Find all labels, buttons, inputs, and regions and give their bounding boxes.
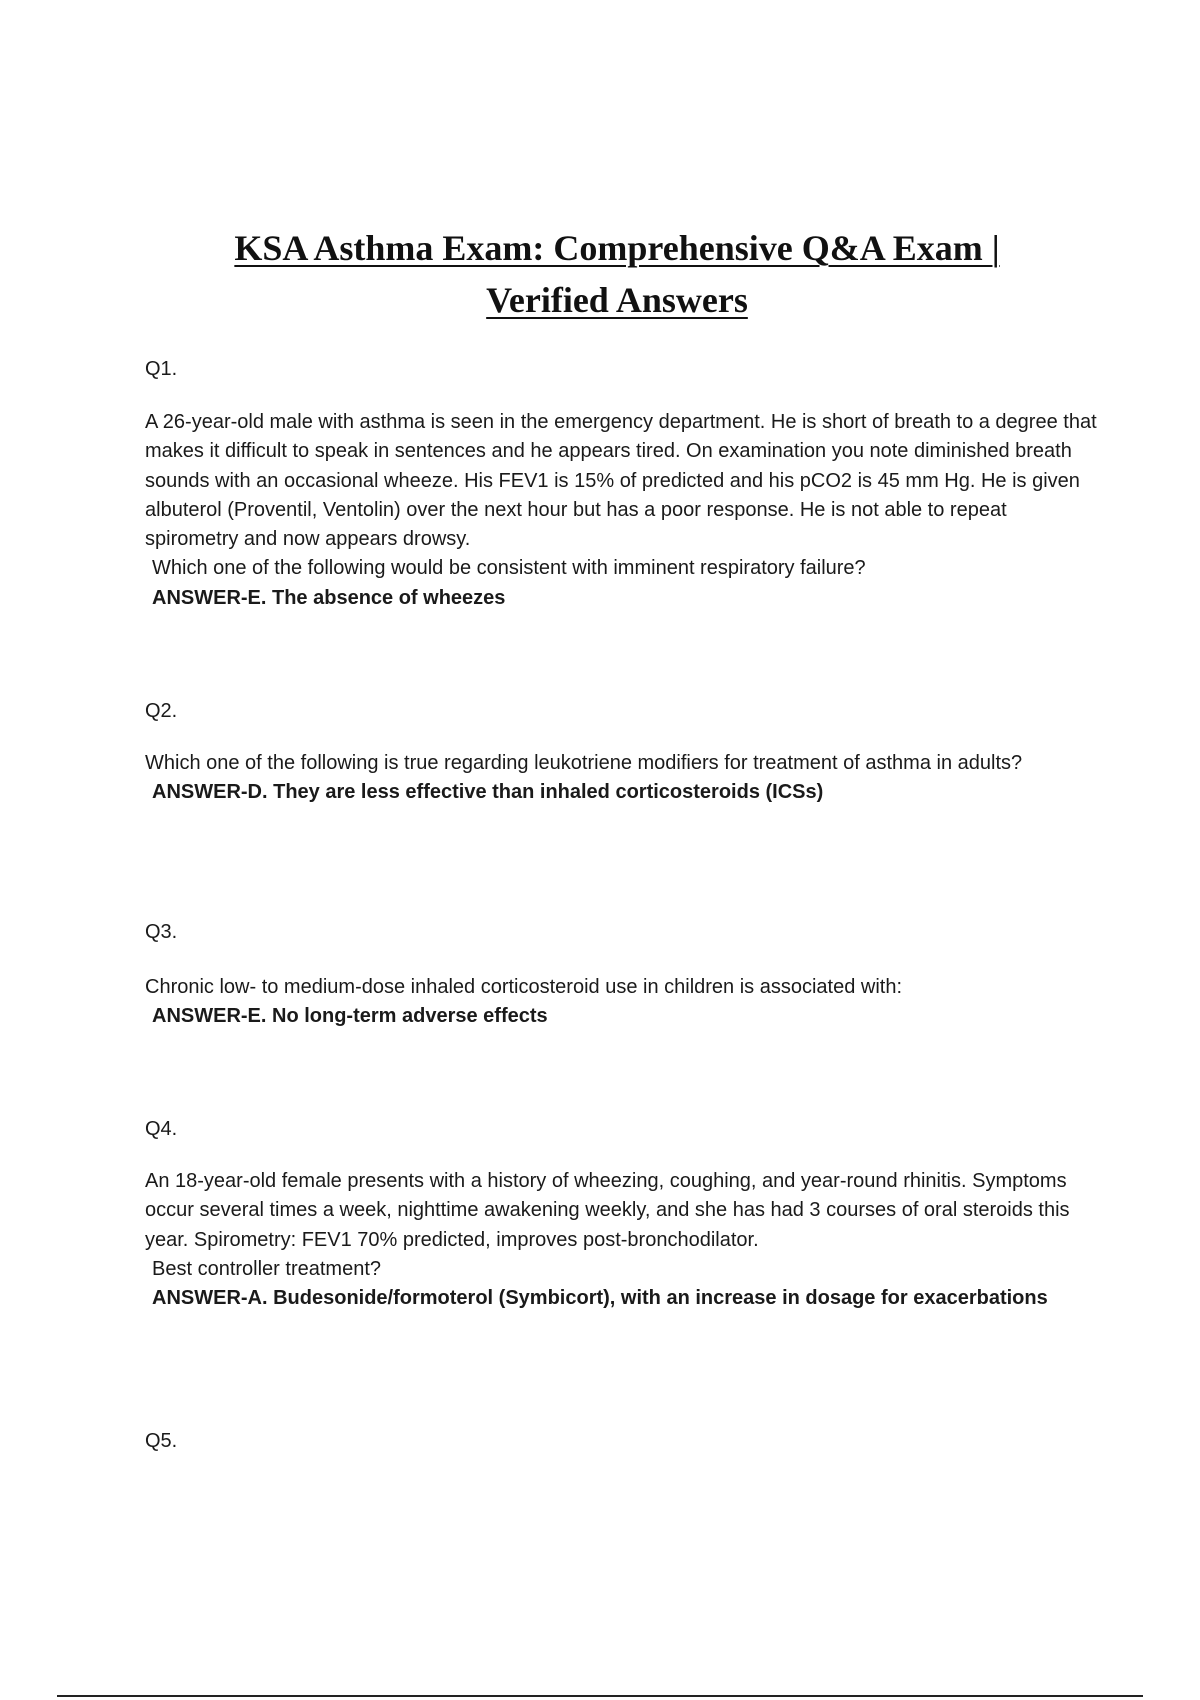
question-3-label: Q3. [145,921,178,943]
question-4-answer: ANSWER-A. Budesonide/formoterol (Symbicort), with an increase in dosage for exacerbations [152,1287,1048,1310]
question-4-prompt: Best controller treatment? [152,1257,381,1280]
question-4-block [145,1167,1105,1313]
question-3-answer: ANSWER-E. No long-term adverse effects [152,1005,548,1028]
question-3-text: Chronic low- to medium-dose inhaled corticosteroid use in children is associated with: [145,976,903,998]
question-4-text: An 18-year-old female presents with a history of wheezing, coughing, and year-round rhinitis. Symptoms occur several times a week, nighttime awakening weekly, and she has had 3 courses of oral steroids this year. Spirometry: FEV1 70% predicted, improves post-bronchodilator. [145,1170,1070,1251]
question-1-prompt: Which one of the following would be consistent with imminent respiratory failure? [152,557,866,580]
document-title-line-1: KSA Asthma Exam: Comprehensive Q&A Exam | [234,228,1000,268]
question-2-label: Q2. [145,700,178,722]
question-5-label: Q5. [145,1430,178,1452]
question-2-text: Which one of the following is true regarding leukotriene modifiers for treatment of asthma in adults? [145,752,1023,774]
question-3-block [145,973,1105,1032]
question-4-label: Q4. [145,1118,178,1140]
document-title [150,222,1084,326]
document-title-line-2: Verified Answers [486,280,748,320]
question-2-answer: ANSWER-D. They are less effective than inhaled corticosteroids (ICSs) [152,781,824,804]
question-1-label: Q1. [145,358,178,380]
footer-divider [57,1695,1143,1697]
question-1-answer: ANSWER-E. The absence of wheezes [152,586,506,609]
question-2-block [145,749,1105,808]
question-1-text: A 26-year-old male with asthma is seen in the emergency department. He is short of breath to a degree that makes it difficult to speak in sentences and he appears tired. On examination you note diminished breath sounds with an occasional wheeze. His FEV1 is 15% of predicted and his pCO2 is 45 mm Hg. He is given albuterol (Proventil, Ventolin) over the next hour but has a poor response. He is not able to repeat spirometry and now appears drowsy. [145,411,1097,551]
question-1-block [145,408,1105,613]
